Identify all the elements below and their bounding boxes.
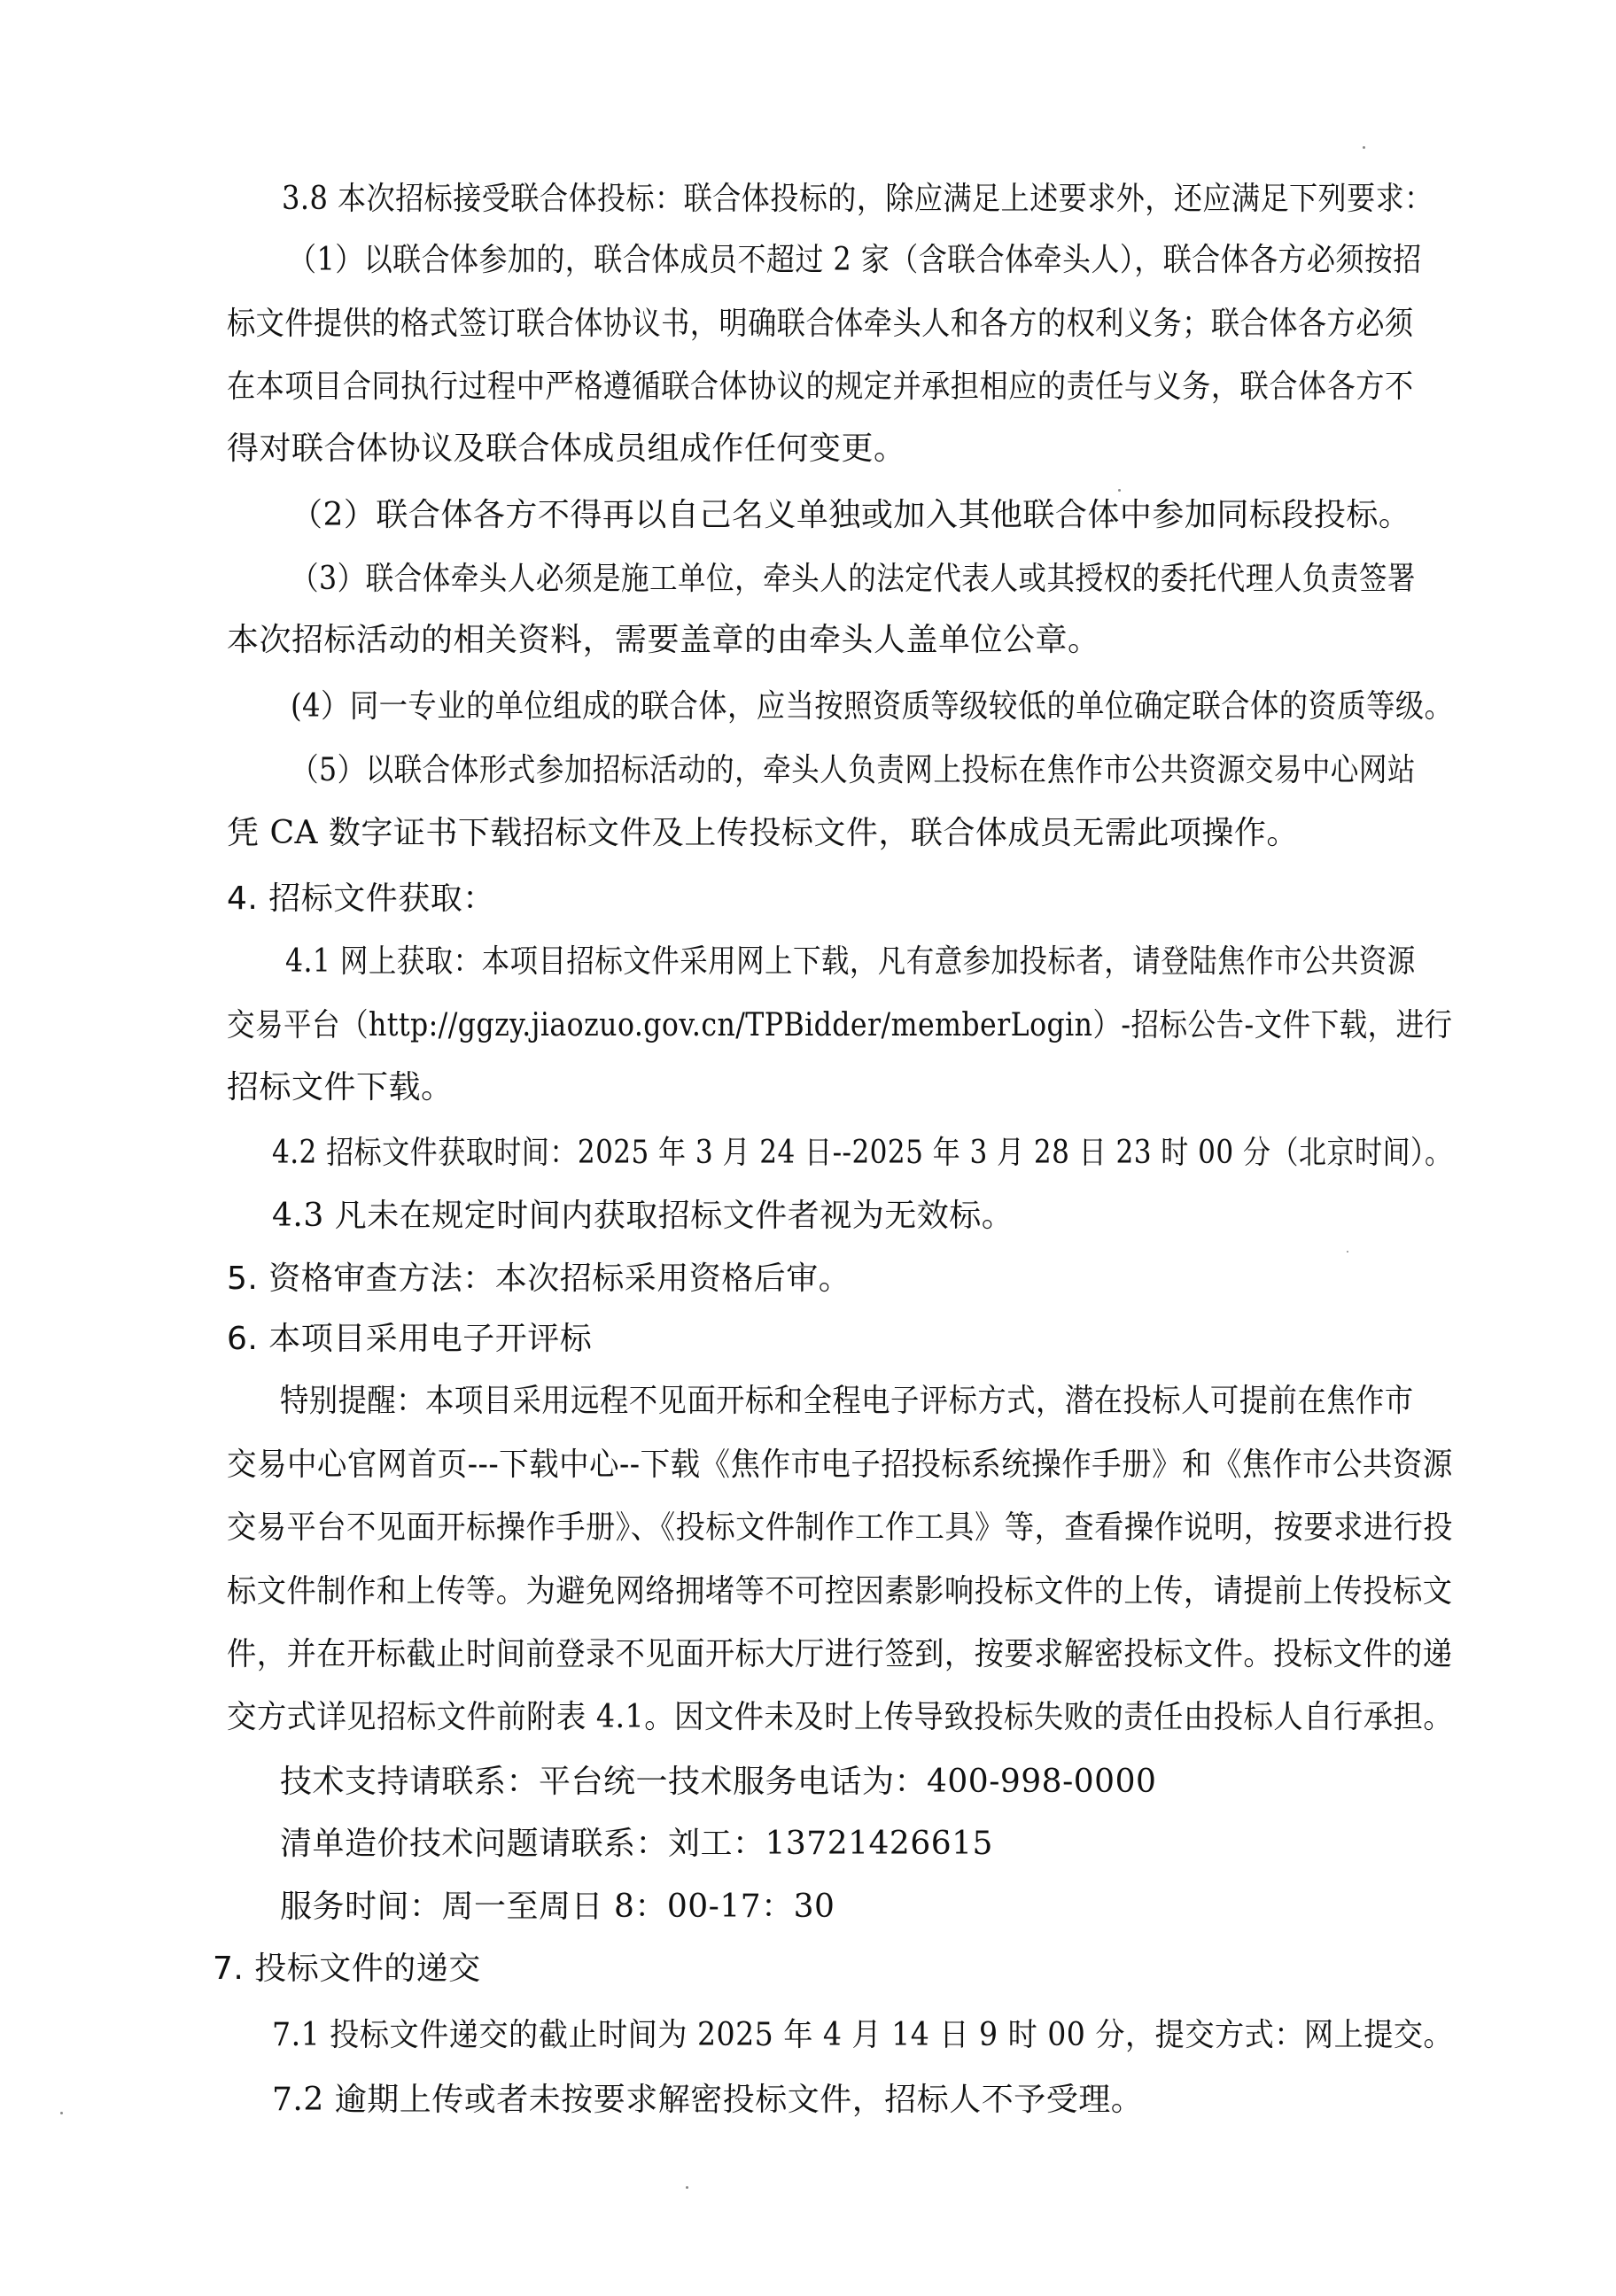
section-heading: 7. 投标文件的递交 [213, 1951, 481, 1987]
paragraph-line: 3.8 本次招标接受联合体投标：联合体投标的，除应满足上述要求外，还应满足下列要求： [282, 181, 1433, 217]
paragraph-line: 凭 CA 数字证书下载招标文件及上传投标文件，联合体成员无需此项操作。 [227, 815, 1299, 851]
section-heading: 6. 本项目采用电子开评标 [227, 1321, 593, 1357]
paragraph-line: 交易平台不见面开标操作手册》、《投标文件制作工作工具》等，查看操作说明，按要求进行投 [227, 1509, 1454, 1546]
paragraph-line: 本次招标活动的相关资料，需要盖章的由牵头人盖单位公章。 [227, 622, 1100, 658]
scan-speck [1118, 489, 1121, 492]
paragraph-line: 件，并在开标截止时间前登录不见面开标大厅进行签到，按要求解密投标文件。投标文件的递 [227, 1636, 1453, 1672]
scan-speck [686, 2186, 688, 2189]
scan-speck [60, 2112, 63, 2114]
paragraph-line: 4.2 招标文件获取时间：2025 年 3 月 24 日--2025 年 3 月 28 日 23 时 00 分（北京时间）。 [272, 1135, 1453, 1171]
section-heading: 4. 招标文件获取： [227, 880, 495, 917]
paragraph-line: 标文件制作和上传等。为避免网络拥堵等不可控因素影响投标文件的上传，请提前上传投标文 [227, 1573, 1453, 1610]
paragraph-line: 标文件提供的格式签订联合体协议书，明确联合体牵头人和各方的权利义务；联合体各方必须 [227, 306, 1414, 342]
paragraph-line: 交易中心官网首页---下载中心--下载《焦作市电子招投标系统操作手册》和《焦作市公共资源 [227, 1447, 1453, 1483]
paragraph-line: 得对联合体协议及联合体成员组成作任何变更。 [227, 430, 906, 467]
paragraph-line: 在本项目合同执行过程中严格遵循联合体协议的规定并承担相应的责任与义务，联合体各方不 [227, 368, 1414, 405]
paragraph-line: （3）联合体牵头人必须是施工单位，牵头人的法定代表人或其授权的委托代理人负责签署 [291, 561, 1416, 597]
paragraph-line: 7.1 投标文件递交的截止时间为 2025 年 4 月 14 日 9 时 00 分，提交方式：网上提交。 [272, 2017, 1454, 2053]
contact-line: 技术支持请联系：平台统一技术服务电话为：400-998-0000 [280, 1764, 1157, 1800]
paragraph-line: 7.2 逾期上传或者未按要求解密投标文件，招标人不予受理。 [272, 2082, 1144, 2118]
paragraph-line: （2）联合体各方不得再以自己名义单独或加入其他联合体中参加同标段投标。 [291, 497, 1411, 533]
section-heading: 5. 资格审查方法：本次招标采用资格后审。 [227, 1260, 851, 1297]
paragraph-line: (4）同一专业的单位组成的联合体，应当按照资质等级较低的单位确定联合体的资质等级。 [291, 688, 1454, 725]
paragraph-line: 交易平台（http://ggzy.jiaozuo.gov.cn/TPBidder/memberLogin）-招标公告-文件下载，进行 [227, 1007, 1453, 1043]
paragraph-line: 4.1 网上获取：本项目招标文件采用网上下载，凡有意参加投标者，请登陆焦作市公共资源 [285, 943, 1416, 980]
contact-line: 清单造价技术问题请联系：刘工：13721426615 [280, 1826, 993, 1862]
paragraph-line: 4.3 凡未在规定时间内获取招标文件者视为无效标。 [272, 1198, 1014, 1234]
scan-speck [1363, 146, 1365, 149]
paragraph-line: （5）以联合体形式参加招标活动的，牵头人负责网上投标在焦作市公共资源交易中心网站 [291, 752, 1416, 788]
paragraph-line: 招标文件下载。 [227, 1069, 454, 1105]
paragraph-line: （1）以联合体参加的，联合体成员不超过 2 家（含联合体牵头人），联合体各方必须按招 [288, 242, 1422, 278]
paragraph-line: 特别提醒：本项目采用远程不见面开标和全程电子评标方式，潜在投标人可提前在焦作市 [280, 1383, 1414, 1419]
contact-line: 服务时间：周一至周日 8：00-17：30 [280, 1889, 835, 1925]
scan-speck [1347, 1251, 1348, 1253]
paragraph-line: 交方式详见招标文件前附表 4.1。因文件未及时上传导致投标失败的责任由投标人自行承担。 [227, 1699, 1454, 1735]
